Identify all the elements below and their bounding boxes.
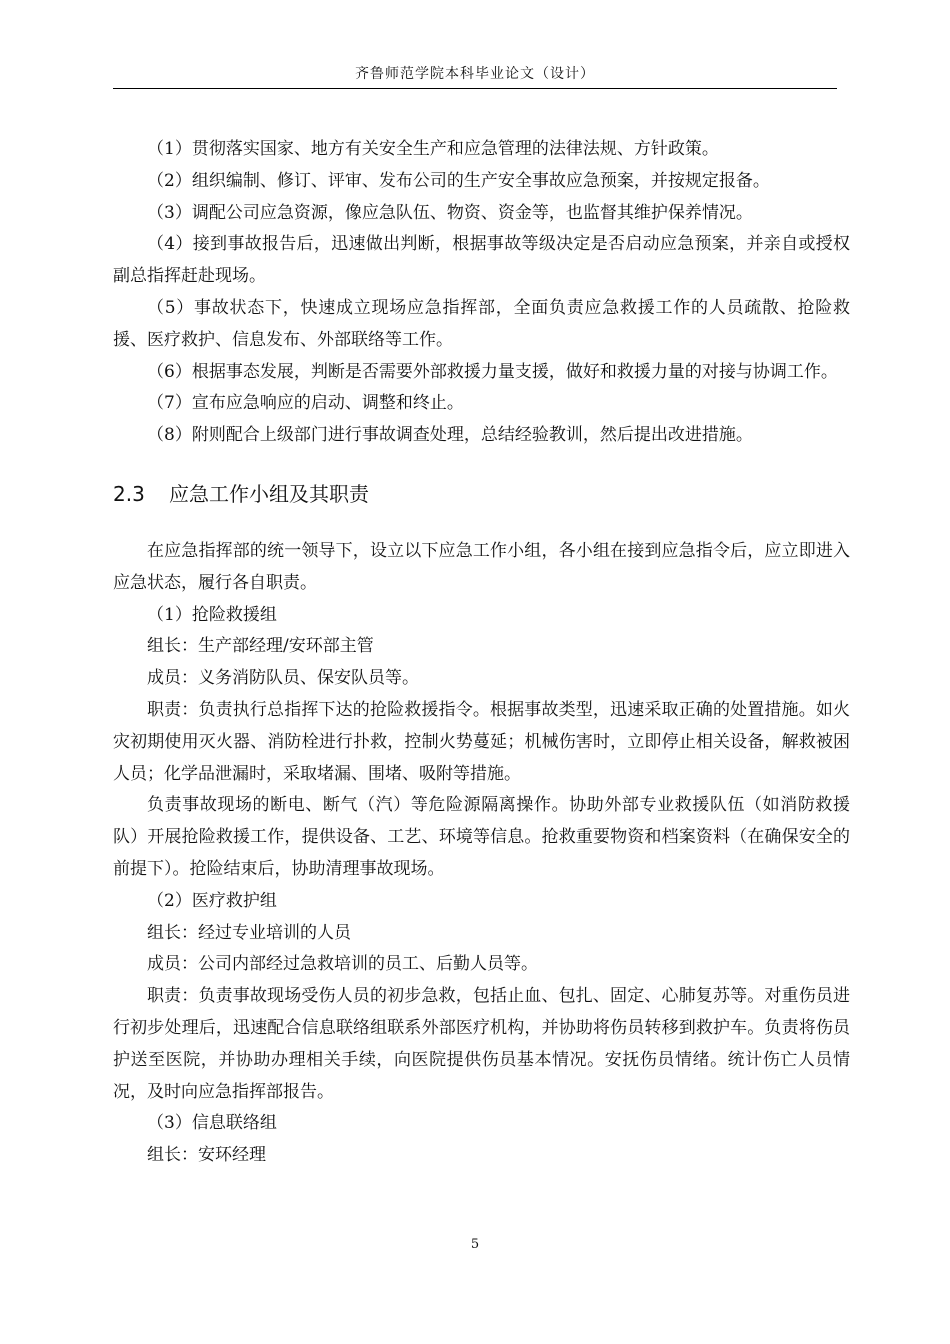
section-number: 2.3: [113, 481, 145, 506]
subgroup-heading: （3）信息联络组: [147, 1113, 277, 1134]
subgroup-heading: （1）抢险救援组: [147, 604, 277, 625]
duties-paragraph: 职责：负责事故现场受伤人员的初步急救，包括止血、包扎、固定、心肺复苏等。对重伤员进行初步处理后，迅速配合信息联络组联系外部医疗机构，并协助将伤员转移到救护车。负责将伤员护送至医院，并协助办理相关手续，向医院提供伤员基本情况。安抚伤员情绪。统计伤亡人员情况，及时向应急指挥部报告。: [113, 986, 850, 1102]
group-leader-line: 组长：经过专业培训的人员: [147, 922, 351, 943]
list-item: （2）组织编制、修订、评审、发布公司的生产安全事故应急预案，并按规定报备。: [147, 170, 770, 191]
page-number: 5: [470, 1237, 480, 1252]
list-item: （7）宣布应急响应的启动、调整和终止。: [147, 393, 464, 414]
list-item: （5）事故状态下，快速成立现场应急指挥部，全面负责应急救援工作的人员疏散、抢险救援、医疗救护、信息发布、外部联络等工作。: [113, 297, 850, 350]
group-leader-line: 组长：安环经理: [147, 1145, 266, 1166]
list-item: （4）接到事故报告后，迅速做出判断，根据事故等级决定是否启动应急预案，并亲自或授权副总指挥赶赴现场。: [113, 234, 850, 287]
duties-paragraph: 负责事故现场的断电、断气（汽）等危险源隔离操作。协助外部专业救援队伍（如消防救援队）开展抢险救援工作，提供设备、工艺、环境等信息。抢救重要物资和档案资料（在确保安全的前提下）。抢险结束后，协助清理事故现场。: [113, 795, 850, 879]
list-item: （1）贯彻落实国家、地方有关安全生产和应急管理的法律法规、方针政策。: [147, 139, 719, 159]
list-item: （6）根据事态发展，判断是否需要外部救援力量支援，做好和救援力量的对接与协调工作。: [147, 361, 838, 382]
running-header: 齐鲁师范学院本科毕业论文（设计）: [355, 66, 595, 82]
header-rule: [113, 88, 837, 89]
duties-paragraph: 职责：负责执行总指挥下达的抢险救援指令。根据事故类型，迅速采取正确的处置措施。如火灾初期使用灭火器、消防栓进行扑救，控制火势蔓延；机械伤害时，立即停止相关设备，解救被困人员；化学品泄漏时，采取堵漏、围堵、吸附等措施。: [113, 699, 850, 784]
section-heading: [113, 482, 850, 506]
document-body: [113, 134, 850, 1172]
list-item: （8）附则配合上级部门进行事故调查处理，总结经验教训，然后提出改进措施。: [147, 425, 753, 446]
section-title: 应急工作小组及其职责: [169, 481, 369, 506]
group-members-line: 成员：义务消防队员、保安队员等。: [147, 668, 419, 689]
subgroup-heading: （2）医疗救护组: [147, 890, 277, 911]
group-members-line: 成员：公司内部经过急救培训的员工、后勤人员等。: [147, 954, 538, 975]
section-intro-paragraph: 在应急指挥部的统一领导下，设立以下应急工作小组，各小组在接到应急指令后，应立即进入应急状态，履行各自职责。: [113, 540, 850, 593]
group-leader-line: 组长：生产部经理/安环部主管: [147, 636, 374, 657]
list-item: （3）调配公司应急资源，像应急队伍、物资、资金等，也监督其维护保养情况。: [147, 202, 753, 223]
